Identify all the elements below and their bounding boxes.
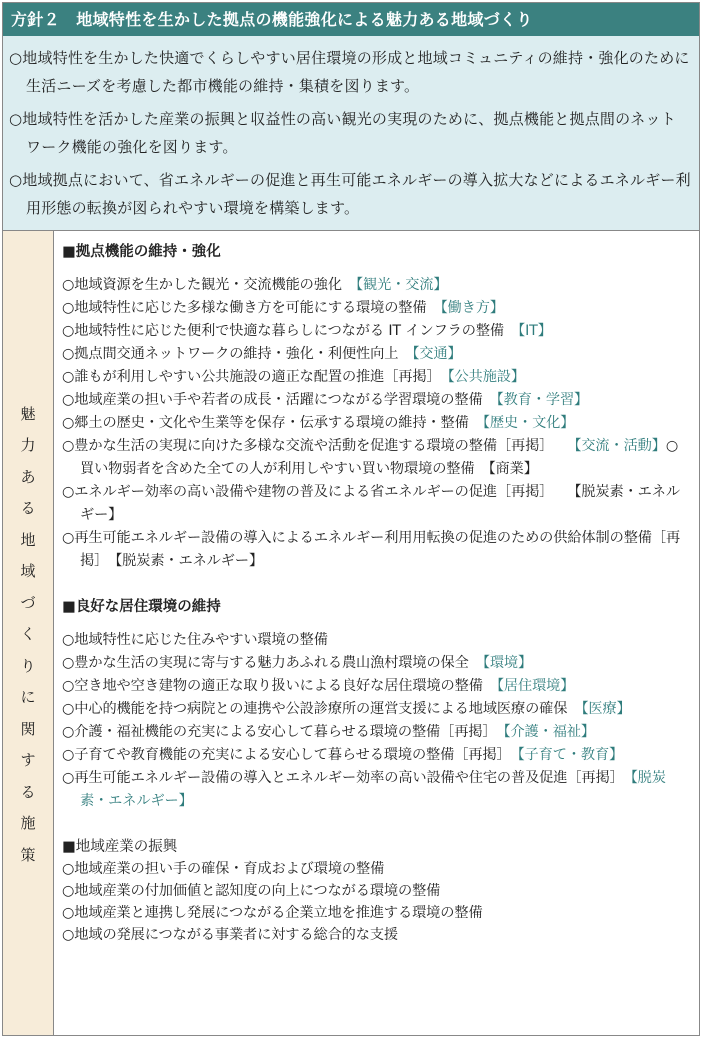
side-label-char: 地 xyxy=(20,530,36,549)
category-tag: 【IT】 xyxy=(518,323,552,339)
side-label-char: 魅 xyxy=(20,404,36,423)
list-item xyxy=(62,858,691,880)
section-heading: ■拠点機能の維持・強化 xyxy=(62,244,221,260)
measure-section xyxy=(62,596,691,813)
item-text: ○誰もが利用しやすい公共施設の適正な配置の推進［再掲］ xyxy=(62,369,448,385)
side-label-char: す xyxy=(20,751,36,770)
category-tag: 【子育て・教育】 xyxy=(517,747,624,763)
list-item xyxy=(62,412,691,435)
category-tag: 【環境】 xyxy=(482,655,533,671)
list-item xyxy=(62,527,691,573)
policy-title: 方針２ 地域特性を生かした拠点の機能強化による魅力ある地域づくり xyxy=(3,3,699,36)
list-item xyxy=(62,274,691,297)
list-item xyxy=(62,629,691,652)
category-tag: 【歴史・文化】 xyxy=(482,415,575,431)
item-text: ○地域特性に応じた住みやすい環境の整備 xyxy=(62,632,328,648)
section-heading: ■地域産業の振興 xyxy=(62,839,178,855)
side-label-char: く xyxy=(20,625,36,644)
side-label-char: に xyxy=(20,688,36,707)
list-item xyxy=(62,366,691,389)
list-item xyxy=(62,767,691,813)
item-text: ○中心的機能を持つ病院との連携や公設診療所の運営支援による地域医療の確保 xyxy=(62,701,582,717)
item-text: ○地域特性に応じた便利で快適な暮らしにつながる IT インフラの整備 xyxy=(62,323,519,339)
item-text: ○郷土の歴史・文化や生業等を保存・伝承する環境の維持・整備 xyxy=(62,415,483,431)
list-item xyxy=(62,675,691,698)
policy-intro xyxy=(3,36,699,231)
intro-paragraph: ○地域特性を活かした産業の振興と収益性の高い観光の実現のために、拠点機能と拠点間のネットワーク機能の強化を図ります。 xyxy=(9,110,676,156)
item-text: ○空き地や空き建物の適正な取り扱いによる良好な居住環境の整備 xyxy=(62,678,497,694)
item-text: ○再生可能エネルギー設備の導入によるエネルギー利用用転換の促進のための供給体制の整備［再掲］ 【脱炭素・エネルギー】 xyxy=(62,530,681,569)
item-text: ○買い物弱者を含めた全ての人が利用しやすい買い物環境の整備 【商業】 xyxy=(80,438,679,477)
list-item xyxy=(62,297,691,320)
side-label-char: 策 xyxy=(20,845,36,864)
side-label-char: 関 xyxy=(20,719,36,738)
category-tag: 【観光・交流】 xyxy=(356,277,448,293)
list-item xyxy=(62,389,691,412)
side-label xyxy=(3,231,54,1035)
side-label-char: あ xyxy=(20,467,36,486)
category-tag: 【公共施設】 xyxy=(447,369,525,385)
item-text: ○地域産業の付加価値と認知度の向上につながる環境の整備 xyxy=(62,883,441,899)
list-item xyxy=(62,721,691,744)
item-text: ○地域産業と連携し発展につながる企業立地を推進する環境の整備 xyxy=(62,905,483,921)
list-item xyxy=(62,744,691,767)
category-tag: 【介護・福祉】 xyxy=(503,724,595,740)
category-tag: 【交通】 xyxy=(412,346,462,362)
item-text: ○豊かな生活の実現に寄与する魅力あふれる農山漁村環境の保全 xyxy=(62,655,483,671)
list-item xyxy=(62,320,691,343)
list-item xyxy=(62,698,691,721)
item-text: ○豊かな生活の実現に向けた多様な交流や活動を促進する環境の整備［再掲］ xyxy=(62,438,575,454)
category-tag: 【居住環境】 xyxy=(496,678,575,694)
side-label-char: る xyxy=(20,499,36,518)
measures-list xyxy=(54,231,699,1035)
list-item xyxy=(62,652,691,675)
category-tag: 【医療】 xyxy=(581,701,631,717)
item-text: ○地域資源を生かした観光・交流機能の強化 xyxy=(62,277,357,293)
list-item xyxy=(62,481,691,527)
category-tag: 【教育・学習】 xyxy=(496,392,589,408)
measure-section xyxy=(62,836,691,946)
category-tag: 【脱炭素・エネルギー】 xyxy=(80,770,666,809)
list-item xyxy=(62,435,691,481)
list-item xyxy=(62,880,691,902)
item-text: ○地域の発展につながる事業者に対する総合的な支援 xyxy=(62,927,399,943)
item-text: ○地域産業の担い手の確保・育成および環境の整備 xyxy=(62,861,385,877)
intro-paragraph: ○地域拠点において、省エネルギーの促進と再生可能エネルギーの導入拡大などによるエネルギー利用形態の転換が図られやすい環境を構築します。 xyxy=(9,171,691,217)
item-text: ○子育てや教育機能の充実による安心して暮らせる環境の整備［再掲］ xyxy=(62,747,518,763)
item-text: ○拠点間交通ネットワークの維持・強化・利便性向上 xyxy=(62,346,413,362)
measures-body xyxy=(3,231,699,1035)
side-label-char: づ xyxy=(20,593,36,612)
side-label-char: 力 xyxy=(20,436,36,455)
list-item xyxy=(62,343,691,366)
list-item xyxy=(62,902,691,924)
list-item xyxy=(62,924,691,946)
item-text: ○地域産業の担い手や若者の成長・活躍につながる学習環境の整備 xyxy=(62,392,497,408)
item-text: ○介護・福祉機能の充実による安心して暮らせる環境の整備［再掲］ xyxy=(62,724,504,740)
item-text: ○エネルギー効率の高い設備や建物の普及による省エネルギーの促進［再掲］ 【脱炭素・エネルギー】 xyxy=(62,484,680,523)
side-label-char: 施 xyxy=(20,814,36,833)
policy-panel xyxy=(2,2,700,1036)
section-heading: ■良好な居住環境の維持 xyxy=(62,599,221,615)
measure-section xyxy=(62,241,691,573)
category-tag: 【働き方】 xyxy=(440,300,504,316)
category-tag: 【交流・活動】 xyxy=(574,438,666,454)
side-label-char: り xyxy=(20,656,36,675)
side-label-char: る xyxy=(20,782,36,801)
item-text: ○地域特性に応じた多様な働き方を可能にする環境の整備 xyxy=(62,300,441,316)
side-label-char: 域 xyxy=(20,562,36,581)
item-text: ○再生可能エネルギー設備の導入とエネルギー効率の高い設備や住宅の普及促進［再掲］ xyxy=(62,770,631,786)
intro-paragraph: ○地域特性を生かした快適でくらしやすい居住環境の形成と地域コミュニティの維持・強化のために生活ニーズを考慮した都市機能の維持・集積を図ります。 xyxy=(9,49,690,95)
